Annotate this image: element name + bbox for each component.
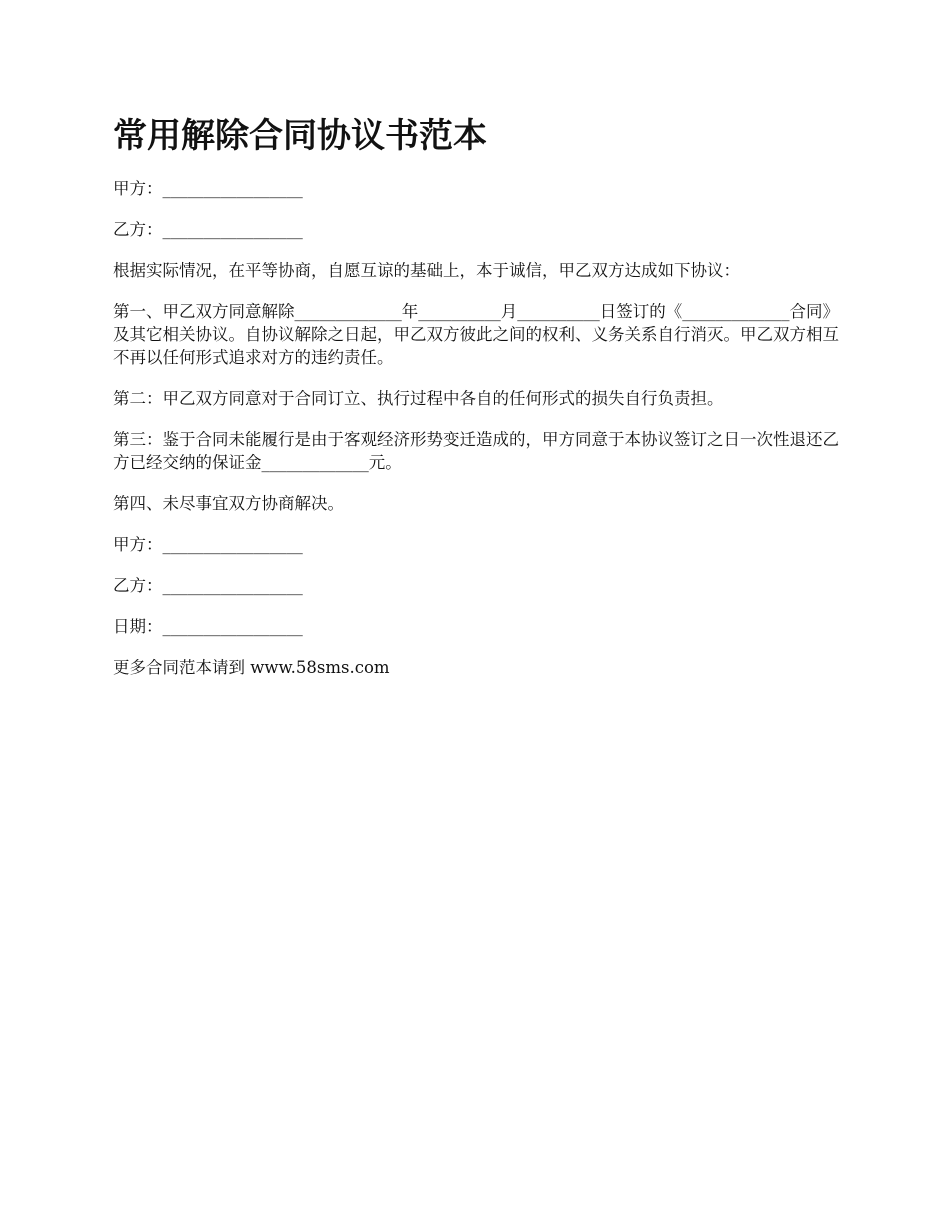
clause-2-paragraph: 第二：甲乙双方同意对于合同订立、执行过程中各自的任何形式的损失自行负责担。 <box>113 389 724 408</box>
document-page <box>113 112 840 697</box>
clause-3-paragraph: 第三：鉴于合同未能履行是由于客观经济形势变迁造成的，甲方同意于本协议签订之日一次性退还乙方已经交纳的保证金_____________元。 <box>113 430 839 472</box>
party-b-field-bottom: 乙方：_________________ <box>113 576 303 595</box>
party-a-field-top: 甲方：_________________ <box>113 179 303 198</box>
intro-paragraph: 根据实际情况，在平等协商，自愿互谅的基础上，本于诚信，甲乙双方达成如下协议： <box>113 261 740 280</box>
document-title: 常用解除合同协议书范本 <box>113 116 487 156</box>
clause-1-paragraph: 第一、甲乙双方同意解除_____________年__________月__________日签订的《_____________合同》及其它相关协议。自协议解除之日起，甲乙双方彼此之间的权利、义务关系自行消灭。甲乙双方相互不再以任何形式追求对方的违约责任。 <box>113 302 839 367</box>
clause-4-paragraph: 第四、未尽事宜双方协商解决。 <box>113 494 344 513</box>
party-b-field-top: 乙方：_________________ <box>113 220 303 239</box>
footer-link-text: 更多合同范本请到 www.58sms.com <box>113 658 390 677</box>
date-field: 日期：_________________ <box>113 617 303 636</box>
party-a-field-bottom: 甲方：_________________ <box>113 535 303 554</box>
